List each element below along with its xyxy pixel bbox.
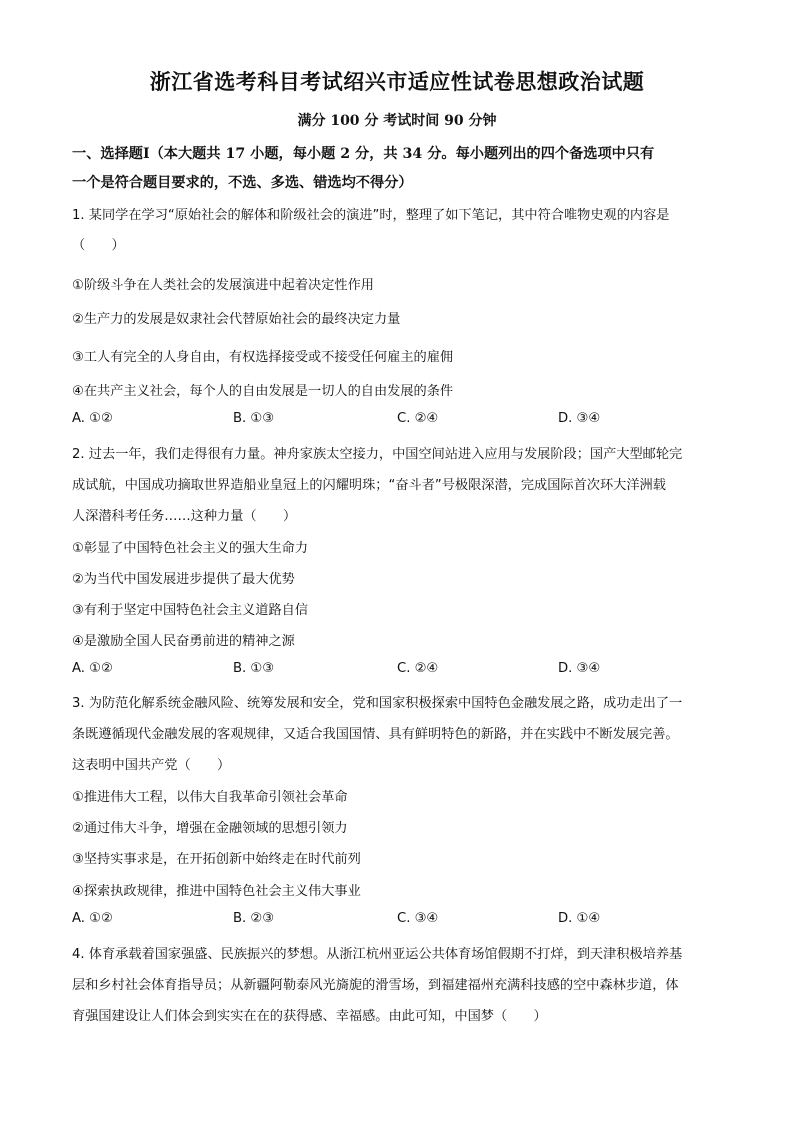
question-1-statement-4: ④在共产主义社会，每个人的自由发展是一切人的自由发展的条件	[72, 384, 454, 399]
exam-title: 浙江省选考科目考试绍兴市适应性试卷思想政治试题	[149, 69, 645, 94]
question-3-statement-2: ②通过伟大斗争，增强在金融领域的思想引领力	[72, 821, 348, 836]
question-3-stem-line-2: 条既遵循现代金融发展的客观规律，又适合我国国情、具有鲜明特色的新路，并在实践中不断发展完善。	[72, 727, 679, 742]
question-1-stem-line-2: （ ）	[72, 238, 125, 253]
question-1-option-c: C. ②④	[397, 411, 439, 426]
question-1-statement-3: ③工人有完全的人身自由，有权选择接受或不接受任何雇主的雇佣	[72, 350, 454, 365]
question-1-option-d: D. ③④	[558, 411, 601, 426]
question-3-option-c: C. ③④	[397, 911, 439, 926]
question-2-option-d: D. ③④	[558, 661, 601, 676]
question-3-statement-3: ③坚持实事求是，在开拓创新中始终走在时代前列	[72, 852, 361, 867]
question-4-stem-line-1: 4. 体育承载着国家强盛、民族振兴的梦想。从浙江杭州亚运公共体育场馆假期不打烊，到天津积极培养基	[72, 947, 683, 962]
question-2-statement-2: ②为当代中国发展进步提供了最大优势	[72, 572, 295, 587]
question-3-stem-line-1: 3. 为防范化解系统金融风险、统筹发展和安全，党和国家积极探索中国特色金融发展之路，成功走出了一	[72, 696, 683, 711]
question-3-statement-1: ①推进伟大工程，以伟大自我革命引领社会革命	[72, 790, 348, 805]
question-4-stem-line-2: 层和乡村社会体育指导员；从新疆阿勒泰风光旖旎的滑雪场，到福建福州充满科技感的空中森林步道，体	[72, 978, 679, 993]
question-3-statement-4: ④探索执政规律，推进中国特色社会主义伟大事业	[72, 884, 361, 899]
question-2-option-c: C. ②④	[397, 661, 439, 676]
question-3-stem-line-3: 这表明中国共产党（ ）	[72, 758, 231, 773]
question-2-stem-line-3: 人深潜科考任务……这种力量（ ）	[72, 509, 297, 524]
question-1-option-a: A. ①②	[72, 411, 113, 426]
question-2-option-b: B. ①③	[233, 661, 275, 676]
question-2-statement-1: ①彰显了中国特色社会主义的强大生命力	[72, 541, 309, 556]
question-2-statement-4: ④是激励全国人民奋勇前进的精神之源	[72, 634, 295, 649]
question-3-option-b: B. ②③	[233, 911, 275, 926]
question-4-stem-line-3: 育强国建设让人们体会到实实在在的获得感、幸福感。由此可知，中国梦（ ）	[72, 1009, 547, 1024]
question-2-option-a: A. ①②	[72, 661, 113, 676]
question-3-option-a: A. ①②	[72, 911, 113, 926]
question-3-option-d: D. ①④	[558, 911, 601, 926]
exam-subtitle: 满分 100 分 考试时间 90 分钟	[297, 113, 497, 129]
section-heading-line-2: 一个是符合题目要求的，不选、多选、错选均不得分）	[72, 175, 413, 191]
question-1-statement-2: ②生产力的发展是奴隶社会代替原始社会的最终决定力量	[72, 312, 401, 327]
question-1-statement-1: ①阶级斗争在人类社会的发展演进中起着决定性作用	[72, 278, 374, 293]
question-2-statement-3: ③有利于坚定中国特色社会主义道路自信	[72, 603, 309, 618]
question-1-option-b: B. ①③	[233, 411, 275, 426]
question-1-stem-line-1: 1. 某同学在学习“原始社会的解体和阶级社会的演进”时，整理了如下笔记，其中符合唯物史观的内容是	[72, 208, 670, 223]
question-2-stem-line-2: 成试航，中国成功摘取世界造船业皇冠上的闪耀明珠；“奋斗者”号极限深潜，完成国际首次环大洋洲载	[72, 478, 666, 493]
question-2-stem-line-1: 2. 过去一年，我们走得很有力量。神舟家族太空接力，中国空间站进入应用与发展阶段；国产大型邮轮完	[72, 447, 683, 462]
section-heading-line-1: 一、选择题Ⅰ（本大题共 17 小题，每小题 2 分，共 34 分。每小题列出的四个备选项中只有	[72, 146, 655, 162]
